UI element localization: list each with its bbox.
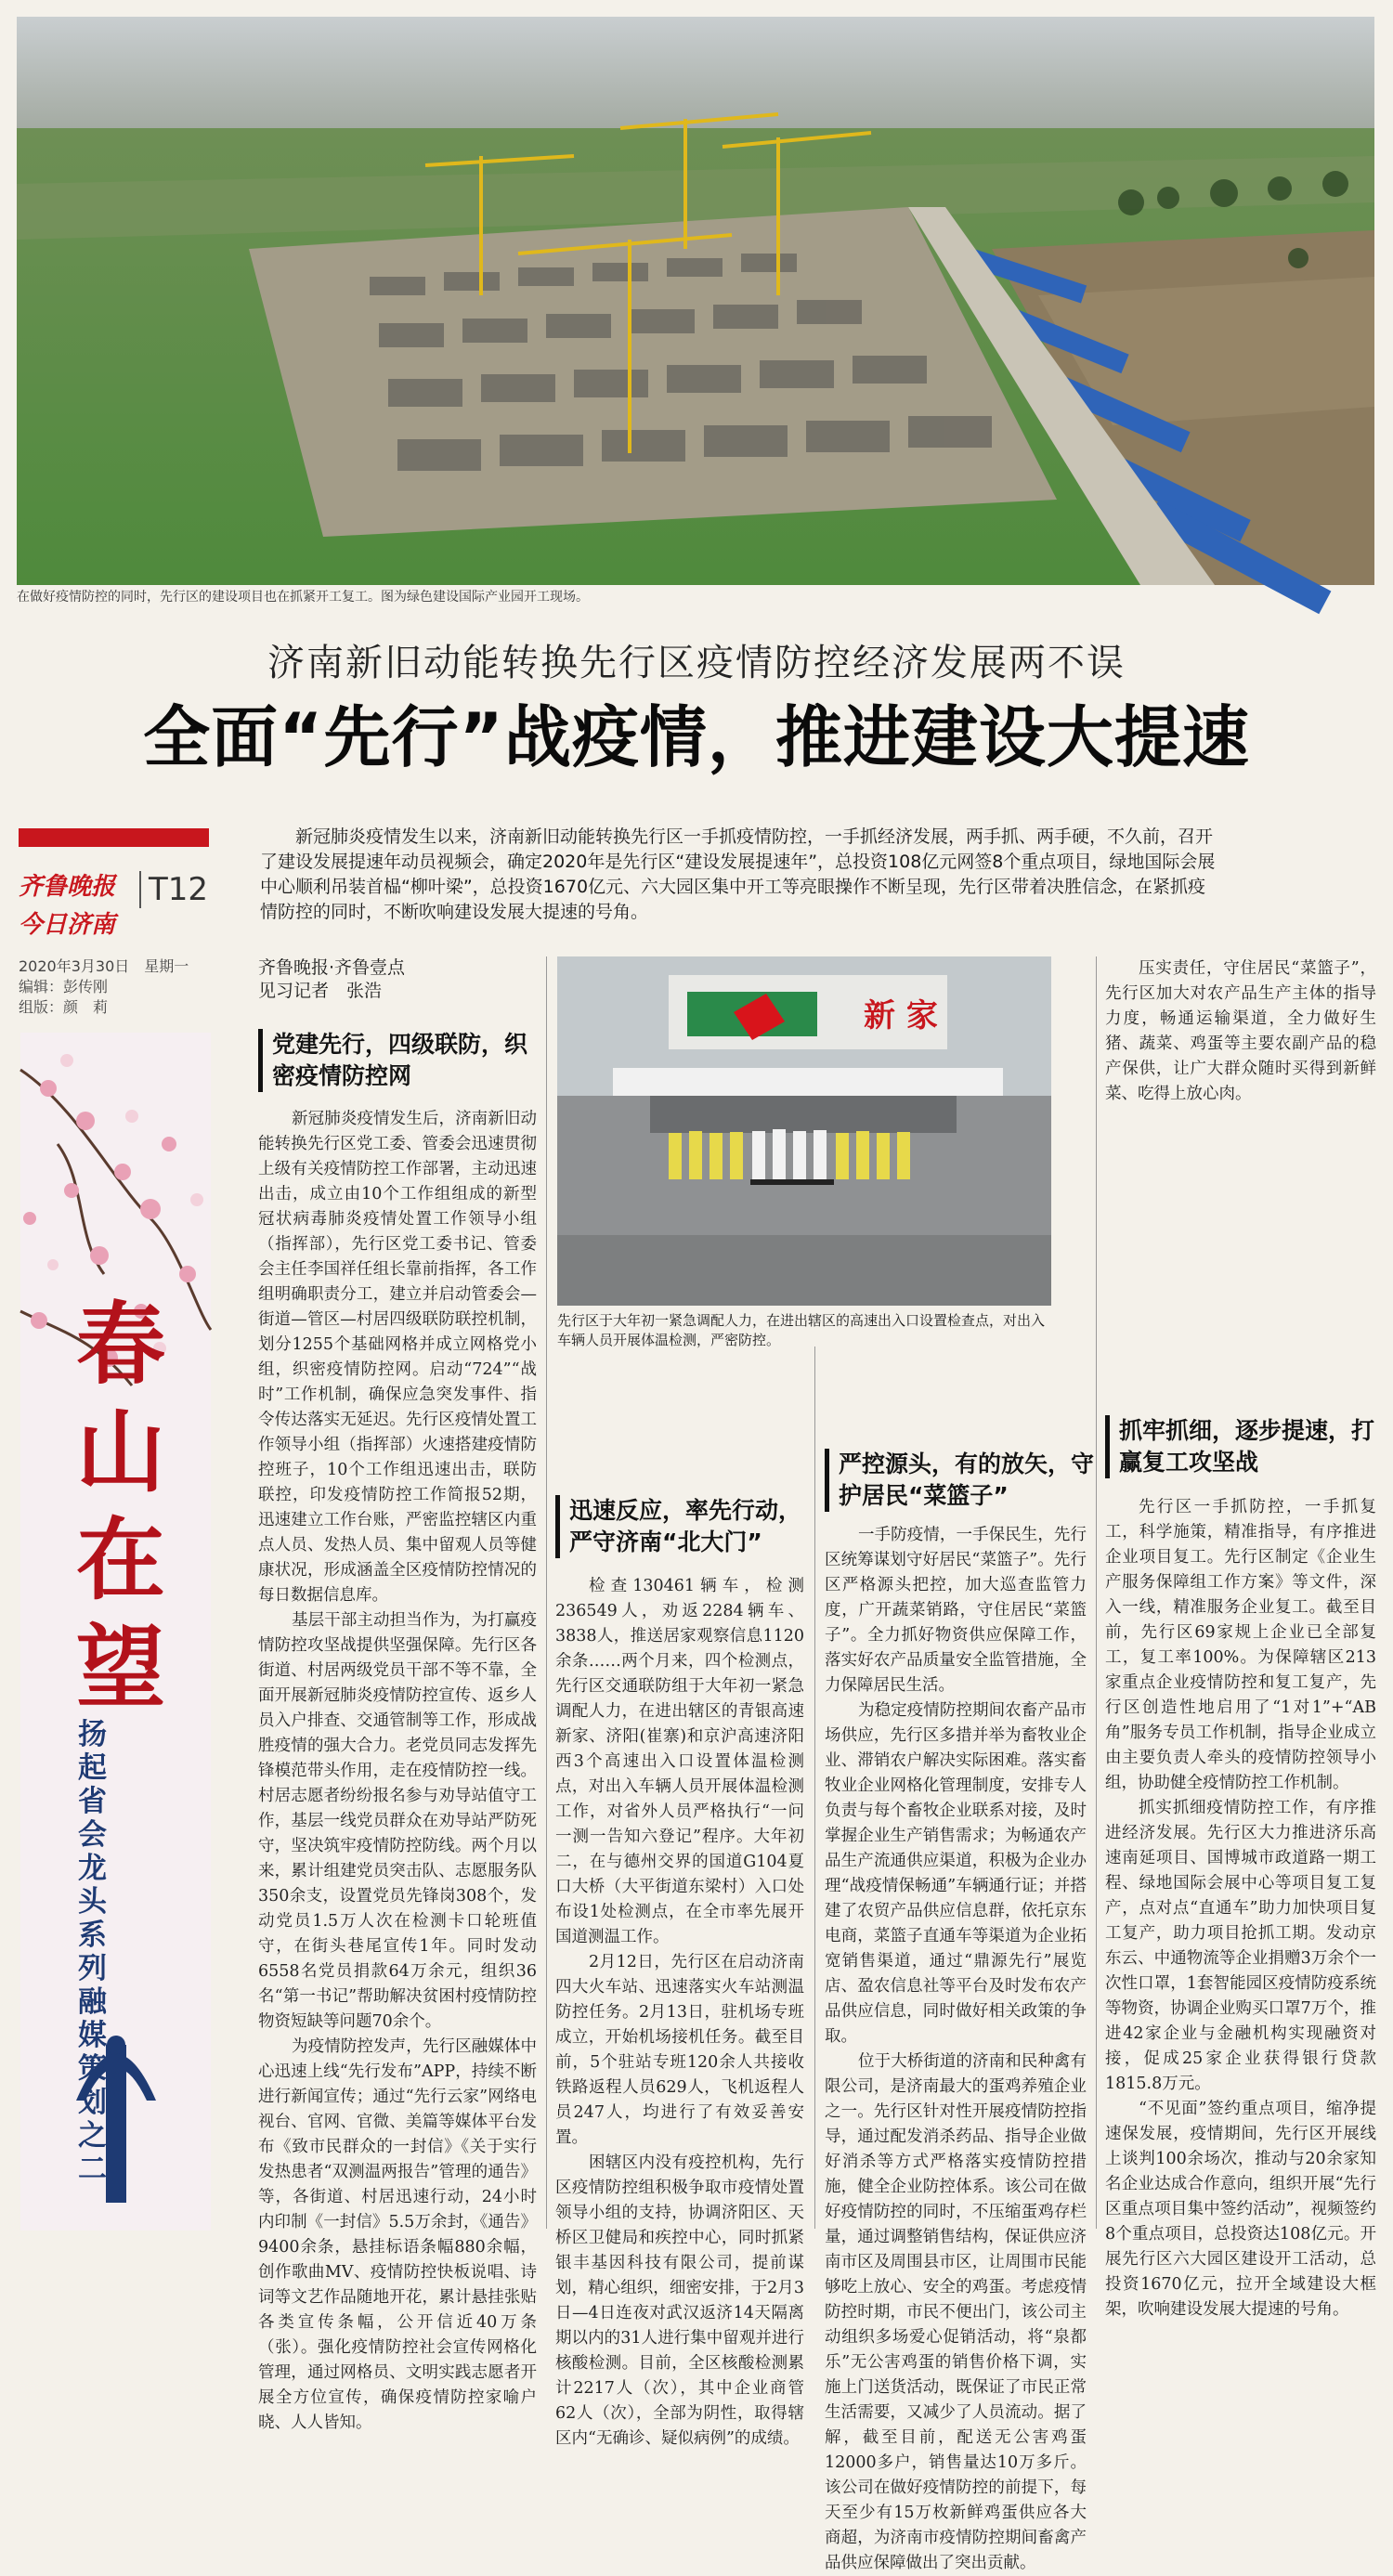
section-3-paragraph-1: 一手防疫情，一手保民生，先行区统筹谋划守好居民“菜篮子”。先行区严格源头把控，加大巡查监管力度，广开蔬菜销路，守住居民“菜篮子”。全力抓好物资供应保障工作，落实好农产品质量安全监管措施，全力保障居民生活。 — [825, 1526, 1087, 1695]
sidebar-title: 春山在望 — [76, 1292, 165, 1720]
top-photo-construction-site — [17, 17, 1374, 585]
section-2-paragraph-1: 检查130461辆车，检测236549人，劝返2284辆车、3838人，推送居家观察信息1120余条……两个月来，四个检测点，先行区交通联防组于大年初一紧急调配人力，在进出辖区的青银高速新家、济阳(崔寨)和京沪高速济阳西3个高速出入口设置体温检测点，对出入车辆人员开展体温检测工作，对省外人员严格执行“一问一测一告知六登记”程序。大年初二，在与德州交界的国道G104夏口大桥（大平街道东梁村）入口处布设1处检测点，在全市率先展开国道测温工作。 — [555, 1577, 804, 1946]
section-3-heading: 严控源头，有的放矢，守护居民“菜篮子” — [825, 1449, 1097, 1512]
photo-caption: 在做好疫情防控的同时，先行区的建设项目也在抓紧开工复工。图为绿色建设国际产业园开工现场。 — [17, 590, 589, 605]
section-4-paragraph-2: 抓实抓细疫情防控工作，有序推进经济发展。先行区大力推进济乐高速南延项目、国博城市政道路一期工程、绿地国际会展中心等项目复工复产，点对点“直通车”助力加快项目复工复产，助力项目抢抓工期。发动京东云、中通物流等企业捐赠3万余个一次性口罩，1套智能园区疫情防疫系统等物资，协调企业购买口罩7万个，推进42家企业与金融机构实现融资对接，促成25家企业获得银行贷款1815.8万元。 — [1105, 1799, 1376, 2093]
byline — [258, 956, 537, 1003]
section-2-heading: 迅速反应，率先行动，严守济南“北大门” — [555, 1495, 813, 1558]
page-number: T12 — [139, 871, 208, 908]
sidebar-subtitle: 扬起省会龙头系列融媒策划之二 — [78, 1718, 107, 2186]
section-4-paragraph-1: 先行区一手抓防控，一手抓复工，科学施策，精准指导，有序推进企业项目复工。先行区制定《企业生产服务保障组工作方案》等文件，深入一线，精准服务企业复工。截至目前，先行区69家规上企业已全部复工，复工率100%。为保障辖区213家重点企业疫情防控和复工复产，先行区创造性地启用了“1对1”+“AB角”服务专员工作机制，指导企业成立由主要负责人牵头的疫情防控领导小组，协助健全疫情防控工作机制。 — [1105, 1498, 1376, 1792]
masthead-red-bar — [19, 828, 209, 847]
section-2-paragraph-2: 2月12日，先行区在启动济南四大火车站、迅速落实火车站测温防控任务。2月13日，驻机场专班成立，开始机场接机任务。截至目前，5个驻站专班120余人共接收铁路返程人员629人，飞机返程人员247人，均进行了有效妥善安置。 — [555, 1953, 804, 2147]
toll-checkpoint-image — [557, 956, 1051, 1306]
section-4-body — [1105, 1495, 1376, 2319]
section-4-paragraph-3: “不见面”签约重点项目，缩净提速保发展，疫情期间，先行区开展线上谈判100余场次，推动与20余家知名企业达成合作意向，组织开展“先行区重点项目集中签约活动”，视频签约8个重点项目，总投资达108亿元。开展先行区六大园区建设开工活动，总投资1670亿元，拉开全域建设大框架，吹响建设发展大提速的号角。 — [1105, 2100, 1376, 2319]
masthead-meta — [19, 956, 214, 1018]
layout-credit: 组版：颜 莉 — [19, 998, 109, 1016]
section-1-heading: 党建先行，四级联防，织密疫情防控网 — [258, 1029, 541, 1092]
checkpoint-photo — [557, 956, 1051, 1306]
checkpoint-photo-caption: 先行区于大年初一紧急调配人力，在进出辖区的高速出入口设置检查点，对出入车辆人员开展体温检测，严密防控。 — [557, 1312, 1046, 1348]
main-headline: 全面“先行”战疫情，推进建设大提速 — [143, 698, 1250, 776]
issue-date: 2020年3月30日 星期一 — [19, 957, 189, 975]
section-1-paragraph-2: 基层干部主动担当作为，为打赢疫情防控攻坚战提供坚强保障。先行区各街道、村居两级党员干部不等不靠，全面开展新冠肺炎疫情防控宣传、返乡人员入户排查、交通管制等工作，形成战胜疫情的强大合力。老党员同志发挥先锋模范带头作用，走在疫情防控一线。村居志愿者纷纷报名参与劝导站值守工作，基层一线党员群众在劝导站严防死守，坚决筑牢疫情防控防线。两个月以来，累计组建党员突击队、志愿服务队350余支，设置党员先锋岗308个，发动党员1.5万人次在检测卡口轮班值守，在街头巷尾宣传1年。同时发动6558名党员捐款64万余元，组织36名“第一书记”帮助解决贫困村疫情防控物资短缺等问题70余个。 — [258, 1611, 537, 2031]
editor-credit: 编辑：彭传刚 — [19, 978, 109, 995]
column-divider — [814, 1347, 815, 2229]
section-2-paragraph-3: 困辖区内没有疫控机构，先行区疫情防控组积极争取市疫情处置领导小组的支持，协调济阳区、天桥区卫健局和疾控中心，同时抓紧银丰基因科技有限公司，提前谋划，精心组织，细密安排，于2月3日—4日连夜对武汉返济14天隔离期以内的31人进行集中留观并进行核酸检测。目前，全区核酸检测累计2217人（次），其中企业商管62人（次），全部为阴性，取得辖区内“无确诊、疑似病例”的成绩。 — [555, 2153, 804, 2448]
subheadline: 济南新旧动能转换先行区疫情防控经济发展两不误 — [267, 642, 1126, 684]
section-4-heading: 抓牢抓细，逐步提速，打赢复工攻坚战 — [1105, 1415, 1384, 1478]
edition-logo: 今日济南 — [19, 911, 116, 939]
section-3-paragraph-4: 压实责任，守住居民“菜篮子”，先行区加大对农产品生产主体的指导力度，畅通运输渠道，全力做好生猪、蔬菜、鸡蛋等主要农副产品的稳产保供，让广大群众随时买得到新鲜菜、吃得上放心肉。 — [1105, 959, 1376, 1103]
checkpoint-sign: 新 家 — [864, 997, 938, 1034]
column-divider — [546, 956, 547, 2229]
section-3-body — [825, 1523, 1087, 2572]
section-1-paragraph-3: 为疫情防控发声，先行区融媒体中心迅速上线“先行发布”APP，持续不断进行新闻宣传；通过“先行云家”网络电视台、官网、官微、美篇等媒体平台发布《致市民群众的一封信》《关于实行发热患者“双测温两报告”管理的通告》等，各街道、村居迅速行动，24小时内印制《一封信》5.5万余封，《通告》9400余条，悬挂标语条幅880余幅，创作歌曲MV、疫情防控快板说唱、诗词等文艺作品随地开花，累计悬挂张贴各类宣传条幅，公开信近40万条（张）。强化疫情防控社会宣传网格化管理，通过网格员、文明实践志愿者开展全方位宣传，确保疫情防控家喻户晓、人人皆知。 — [258, 2037, 537, 2432]
section-1-body — [258, 1107, 537, 2432]
section-3-continued — [1105, 956, 1376, 1412]
section-1-paragraph-1: 新冠肺炎疫情发生后，济南新旧动能转换先行区党工委、管委会迅速贯彻上级有关疫情防控工作部署，主动迅速出击，成立由10个工作组组成的新型冠状病毒肺炎疫情处置工作领导小组（指挥部），先行区党工委书记、管委会主任李国祥任组长靠前指挥，各工作组明确职责分工，建立并启动管委会—街道—管区—村居四级联防联控机制，划分1255个基础网格并成立网格党小组，织密疫情防控网。启动“724”“战时”工作机制，确保应急突发事件、指令传达落实无延迟。先行区疫情处置工作领导小组（指挥部）火速搭建疫情防控班子，10个工作组迅速出击，联防联控，印发疫情防控工作简报52期，迅速建立工作台账，严密监控辖区内重点人员、发热人员、集中留观人员等健康状况，形成涵盖全区疫情防控情况的每日数据信息库。 — [258, 1110, 537, 1605]
column-divider — [1096, 956, 1097, 2229]
paper-name-logo: 齐鲁晚报 — [19, 873, 116, 901]
byline-reporter: 见习记者 张浩 — [258, 981, 383, 1001]
section-3-paragraph-3: 位于大桥街道的济南和民种禽有限公司，是济南最大的蛋鸡养殖企业之一。先行区针对性开展疫情防控指导，通过配发消杀药品、指导企业做好消杀等方式严格落实疫情防控措施，健全企业防控体系。该公司在做好疫情防控的同时，不压缩蛋鸡存栏量，通过调整销售结构，保证供应济南市区及周围县市区，让周围市民能够吃上放心、安全的鸡蛋。考虑疫情防控时期，市民不便出门，该公司主动组织多场爱心促销活动，将“泉都乐”无公害鸡蛋的销售价格下调，实施上门送货活动，既保证了市民正常生活需要，又减少了人员流动。据了解，截至目前，配送无公害鸡蛋12000多户，销售量达10万多斤。该公司在做好疫情防控的前提下，每天至少有15万枚新鲜鸡蛋供应各大商超，为济南市疫情防控期间畜禽产品供应保障做出了突出贡献。 — [825, 2052, 1087, 2572]
byline-outlet: 齐鲁晚报·齐鲁壹点 — [258, 957, 406, 978]
intro-paragraph: 新冠肺炎疫情发生以来，济南新旧动能转换先行区一手抓疫情防控，一手抓经济发展，两手抓、两手硬，不久前，召开了建设发展提速年动员视频会，确定2020年是先行区“建设发展提速年”，总投资108亿元网签8个重点项目，绿地国际会展中心顺利吊装首榀“柳叶梁”，总投资1670亿元、六大园区集中开工等亮眼操作不断呈现，先行区带着决胜信念，在紧抓疫情防控的同时，不断吹响建设发展大提速的号角。 — [260, 826, 1216, 922]
section-3-paragraph-2: 为稳定疫情防控期间农畜产品市场供应，先行区多措并举为畜牧业企业、滞销农户解决实际困难。落实畜牧业企业网格化管理制度，安排专人负责与每个畜牧企业联系对接，及时掌握企业生产销售需求；为畅通农产品生产流通供应渠道，积极为企业办理“战疫情保畅通”车辆通行证；并搭建了农贸产品供应信息群，依托京东电商，菜篮子直通车等渠道为企业拓宽销售渠道，通过“鼎源先行”展览店、盈农信息社等平台及时发布农产品供应信息，同时做好相关政策的争取。 — [825, 1701, 1087, 2046]
aerial-site-image — [17, 17, 1374, 585]
section-2-body — [555, 1574, 804, 2448]
